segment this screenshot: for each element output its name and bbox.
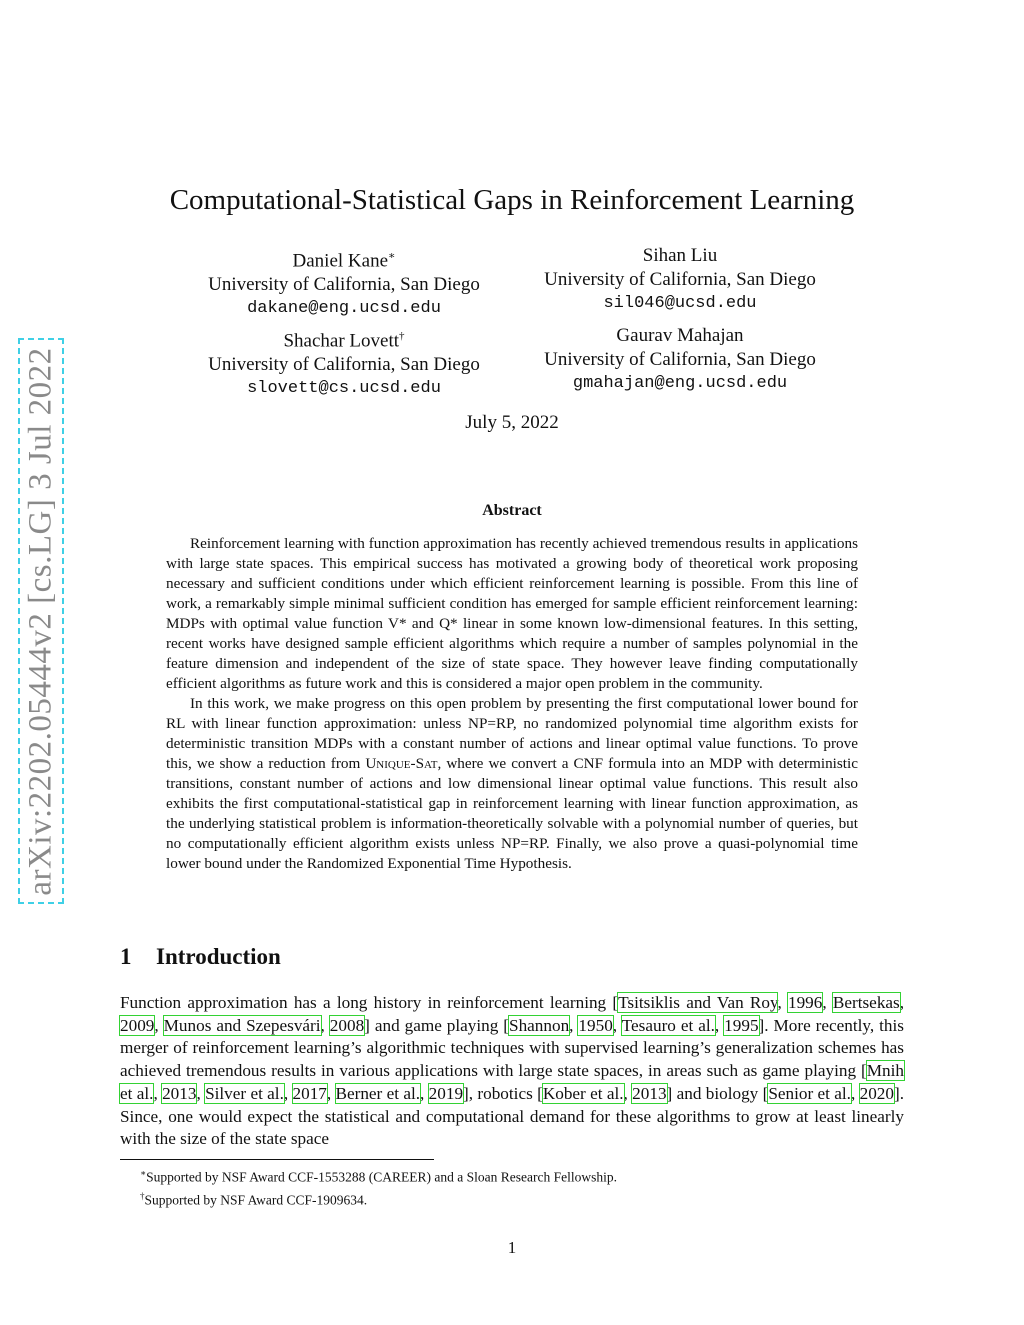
citation-year-link[interactable]: 2013 <box>632 1083 667 1103</box>
author-email[interactable]: sil046@ucsd.edu <box>603 294 757 313</box>
citation-link[interactable]: Senior et al. <box>768 1083 851 1103</box>
citation-link[interactable]: Silver et al. <box>205 1083 284 1103</box>
citation-year-link[interactable]: 2020 <box>859 1083 894 1103</box>
abstract-heading: Abstract <box>482 502 542 519</box>
author-name: Gaurav Mahajan <box>616 325 744 346</box>
section-number: 1 <box>120 944 132 969</box>
citation-link[interactable]: Kober et al. <box>542 1083 624 1103</box>
citation-link[interactable]: Berner et al. <box>335 1083 421 1103</box>
footnotes <box>140 1164 617 1209</box>
unique-sat-term: Unique-Sat <box>365 755 438 772</box>
footnote-divider <box>120 1159 434 1160</box>
citation-year-link[interactable]: 2008 <box>329 1015 365 1035</box>
section-title: Introduction <box>156 944 281 969</box>
author-email[interactable]: dakane@eng.ucsd.edu <box>247 299 441 319</box>
author-footnote-mark: † <box>399 330 405 342</box>
author-affiliation: University of California, San Diego <box>208 354 480 376</box>
citation-year-link[interactable]: 1996 <box>787 993 823 1012</box>
author-email[interactable]: slovett@cs.ucsd.edu <box>247 379 441 399</box>
introduction-paragraph: Function approximation has a long history in reinforcement learning [Tsitsiklis and Van Roy, 1996, Bertsekas, 2009, Munos and Szepesvári, 2008] and game playing [Shannon, 1950, Tesauro et al., 1995]. More recently, this merger of reinforcement learning’s algorithmic techniques with supervised learning’s generalization schemes has achieved tremendous results in various applications with large state spaces, in areas such as game playing [Mnih et al., 2013, Silver et al., 2017, Berner et al., 2019], robotics [Kober et al., 2013] and biology [Senior et al., 2020]. Since, one would expect the statistical and computational demand for these algorithms to grow at least linearly with the size of the state space <box>120 993 905 1149</box>
author-affiliation: University of California, San Diego <box>208 274 480 296</box>
citation-year-link[interactable]: 2017 <box>292 1083 327 1103</box>
citation-year-link[interactable]: 2009 <box>120 1015 155 1035</box>
citation-year-link[interactable]: 2013 <box>162 1083 197 1103</box>
citation-year-link[interactable]: 1950 <box>578 1015 613 1035</box>
citation-link[interactable]: Shannon <box>509 1015 570 1035</box>
abstract-paragraph: In this work, we make progress on this open problem by presenting the first computational lower bound for RL with linear function approximation: unless NP=RP, no randomized polynomial time algorithm exists for deterministic transition MDPs with a constant number of actions and linear optimal value functions. To prove this, we show a reduction from Unique-Sat, where we convert a CNF formula into an MDP with deterministic transitions, constant number of actions and low dimensional linear optimal value functions. This result also exhibits the first computational-statistical gap in reinforcement learning with linear function approximation, as the underlying statistical problem is information-theoretically solvable with a polynomial number of queries, but no computationally efficient algorithm exists unless NP=RP. Finally, we also prove a quasi-polynomial time lower bound under the Randomized Exponential Time Hypothesis. <box>166 695 858 872</box>
section-heading <box>120 944 281 970</box>
footnote: †Supported by NSF Award CCF-1909634. <box>140 1190 368 1207</box>
abstract-paragraph: Reinforcement learning with function approximation has recently achieved tremendous results in applications with large state spaces. This empirical success has motivated a growing body of theoretical work proposing necessary and sufficient conditions under which efficient reinforcement learning is possible. From this line of work, a remarkably simple minimal sufficient condition has emerged for sample efficient reinforcement learning: MDPs with optimal value function V* and Q* linear in some known low-dimensional features. In this setting, recent works have designed sample efficient algorithms which require a number of samples polynomial in the feature dimension and independent of the size of state space. They however leave finding computationally efficient algorithms as future work and this is considered a major open problem in the community. <box>166 535 858 692</box>
author-name: Shachar Lovett <box>283 330 400 352</box>
citation-link[interactable]: Bertsekas <box>832 993 900 1012</box>
page-number: 1 <box>507 1238 517 1257</box>
footnote: ∗Supported by NSF Award CCF-1553288 (CAREER) and a Sloan Research Fellowship. <box>140 1168 617 1185</box>
author-block <box>520 324 840 396</box>
author-name: Daniel Kane <box>292 250 388 272</box>
citation-year-link[interactable]: 2019 <box>428 1083 464 1103</box>
arxiv-identifier-text: arXiv:2202.05444v2 [cs.LG] 3 Jul 2022 <box>22 346 59 896</box>
paper-date: July 5, 2022 <box>465 412 559 433</box>
citation-year-link[interactable]: 1995 <box>724 1015 759 1035</box>
citation-link[interactable]: Tsitsiklis and Van Roy <box>618 993 778 1012</box>
author-block <box>184 324 504 401</box>
author-block <box>520 244 840 316</box>
author-name: Sihan Liu <box>642 245 718 266</box>
author-block <box>184 244 504 321</box>
author-affiliation: University of California, San Diego <box>544 349 816 370</box>
paper-title: Computational-Statistical Gaps in Reinforcement Learning <box>169 184 855 216</box>
citation-link[interactable]: Tesauro et al. <box>621 1015 715 1035</box>
author-footnote-mark: ∗ <box>388 250 396 262</box>
author-email[interactable]: gmahajan@eng.ucsd.edu <box>572 374 788 393</box>
abstract-body <box>166 534 858 874</box>
citation-link[interactable]: Munos and Szepesvári <box>163 1015 321 1035</box>
author-affiliation: University of California, San Diego <box>544 269 816 290</box>
citation-link[interactable]: Mnih et al. <box>120 1061 904 1103</box>
